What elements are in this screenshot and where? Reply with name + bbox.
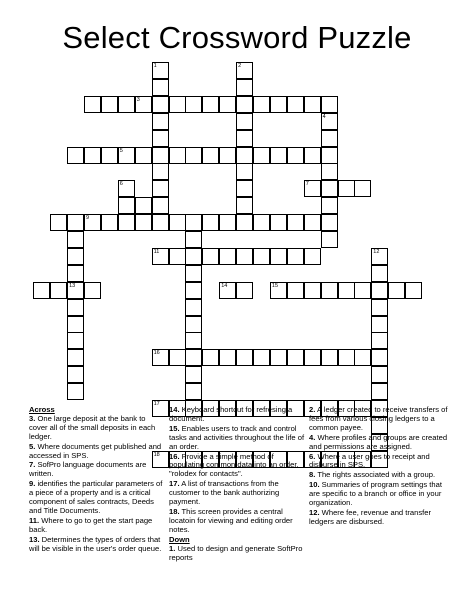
grid-cell[interactable] xyxy=(270,96,287,113)
grid-cell[interactable] xyxy=(304,147,321,164)
grid-cell[interactable] xyxy=(185,366,202,383)
grid-cell[interactable] xyxy=(371,366,388,383)
grid-cell[interactable] xyxy=(354,349,371,366)
grid-cell[interactable] xyxy=(67,366,84,383)
grid-cell[interactable] xyxy=(270,248,287,265)
grid-cell[interactable] xyxy=(67,248,84,265)
grid-cell[interactable] xyxy=(118,197,135,214)
grid-cell[interactable] xyxy=(321,282,338,299)
grid-cell[interactable] xyxy=(219,96,236,113)
grid-cell[interactable] xyxy=(321,197,338,214)
grid-cell[interactable] xyxy=(236,214,253,231)
grid-cell[interactable] xyxy=(236,113,253,130)
grid-cell[interactable] xyxy=(321,349,338,366)
grid-cell[interactable] xyxy=(371,332,388,349)
grid-cell[interactable] xyxy=(169,349,186,366)
grid-cell[interactable] xyxy=(135,96,152,113)
grid-cell[interactable] xyxy=(67,214,84,231)
grid-cell[interactable] xyxy=(270,349,287,366)
clue-number: 9 xyxy=(86,215,90,222)
grid-cell[interactable] xyxy=(202,96,219,113)
clue-item xyxy=(309,434,449,452)
clues-section xyxy=(0,406,474,606)
clue-item xyxy=(169,425,305,452)
grid-cell[interactable] xyxy=(185,214,202,231)
grid-cell[interactable] xyxy=(67,265,84,282)
grid-cell[interactable] xyxy=(321,231,338,248)
clue-number: 18 xyxy=(153,451,160,458)
clue-number: 4 xyxy=(322,113,326,120)
grid-cell[interactable] xyxy=(185,147,202,164)
clue-item-number: 3. xyxy=(29,413,36,423)
grid-cell[interactable] xyxy=(287,214,304,231)
grid-cell[interactable] xyxy=(236,62,253,79)
clue-item-number: 9. xyxy=(29,479,36,489)
clue-item xyxy=(29,415,164,442)
clues-column-3 xyxy=(309,406,449,528)
grid-cell[interactable] xyxy=(388,282,405,299)
clue-item xyxy=(169,480,305,507)
grid-cell[interactable] xyxy=(253,147,270,164)
grid-cell[interactable] xyxy=(287,282,304,299)
grid-cell[interactable] xyxy=(185,265,202,282)
grid-cell[interactable] xyxy=(152,130,169,147)
grid-cell[interactable] xyxy=(253,96,270,113)
clue-number: 14 xyxy=(221,282,228,289)
clue-item-text: Used to design and generate SoftPro reports xyxy=(169,543,303,562)
grid-cell[interactable] xyxy=(236,130,253,147)
grid-cell[interactable] xyxy=(371,316,388,333)
down-clue-list xyxy=(169,545,305,563)
clue-item-number: 8. xyxy=(309,470,316,480)
clue-item-text: Keyboard shortcut for refresing a document. xyxy=(169,405,293,423)
grid-cell[interactable] xyxy=(338,180,355,197)
grid-cell[interactable] xyxy=(101,147,118,164)
grid-cell[interactable] xyxy=(169,96,186,113)
grid-cell[interactable] xyxy=(152,349,169,366)
clue-item-number: 16. xyxy=(169,451,180,461)
grid-cell[interactable] xyxy=(185,96,202,113)
clue-item-text: Determines the types of orders that will be visible in the user's order queue. xyxy=(29,534,162,553)
clue-item xyxy=(309,406,449,433)
clue-item-number: 2. xyxy=(309,405,316,414)
grid-cell[interactable] xyxy=(202,147,219,164)
grid-cell[interactable] xyxy=(321,214,338,231)
grid-cell[interactable] xyxy=(118,214,135,231)
grid-cell[interactable] xyxy=(84,214,101,231)
grid-cell[interactable] xyxy=(219,349,236,366)
grid-cell[interactable] xyxy=(304,96,321,113)
clue-item-text: Where to go to get the start page back. xyxy=(29,515,153,534)
grid-cell[interactable] xyxy=(236,96,253,113)
grid-cell[interactable] xyxy=(67,147,84,164)
grid-cell[interactable] xyxy=(185,299,202,316)
grid-cell[interactable] xyxy=(371,248,388,265)
grid-cell[interactable] xyxy=(270,214,287,231)
clue-number: 3 xyxy=(136,96,140,103)
grid-cell[interactable] xyxy=(152,214,169,231)
clue-item-number: 12. xyxy=(309,507,320,517)
grid-cell[interactable] xyxy=(67,332,84,349)
clue-number: 13 xyxy=(69,282,76,289)
clue-item xyxy=(29,536,164,554)
grid-cell[interactable] xyxy=(371,299,388,316)
grid-cell[interactable] xyxy=(371,383,388,400)
clue-item xyxy=(169,453,305,480)
grid-cell[interactable] xyxy=(185,332,202,349)
grid-cell[interactable] xyxy=(152,62,169,79)
grid-cell[interactable] xyxy=(219,248,236,265)
clue-item-text: Where profiles and groups are created and permissions are assigned. xyxy=(309,432,448,451)
clue-item-number: 11. xyxy=(29,515,40,525)
clue-item-text: Where a user goes to receipt and disburse in SPS. xyxy=(309,451,430,470)
grid-cell[interactable] xyxy=(185,349,202,366)
clue-item-text: Provide a simple method of populating common data into an order. "rolodex for contacts". xyxy=(169,451,299,479)
grid-cell[interactable] xyxy=(33,282,50,299)
grid-cell[interactable] xyxy=(152,163,169,180)
grid-cell[interactable] xyxy=(304,214,321,231)
across-clue-list-continued xyxy=(169,406,305,535)
across-clue-list xyxy=(29,415,164,554)
grid-cell[interactable] xyxy=(169,214,186,231)
grid-cell[interactable] xyxy=(202,214,219,231)
grid-cell[interactable] xyxy=(135,197,152,214)
clue-number: 16 xyxy=(153,350,160,357)
grid-cell[interactable] xyxy=(321,163,338,180)
clues-column-1 xyxy=(29,406,164,555)
grid-cell[interactable] xyxy=(338,349,355,366)
grid-cell[interactable] xyxy=(287,248,304,265)
grid-cell[interactable] xyxy=(185,316,202,333)
grid-cell[interactable] xyxy=(219,147,236,164)
clue-item-number: 14. xyxy=(169,405,180,414)
grid-cell[interactable] xyxy=(304,248,321,265)
grid-cell[interactable] xyxy=(371,349,388,366)
grid-cell[interactable] xyxy=(270,282,287,299)
grid-cell[interactable] xyxy=(67,316,84,333)
clue-number: 12 xyxy=(373,248,380,255)
grid-cell[interactable] xyxy=(50,282,67,299)
grid-cell[interactable] xyxy=(287,349,304,366)
grid-cell[interactable] xyxy=(304,349,321,366)
grid-cell[interactable] xyxy=(236,248,253,265)
grid-cell[interactable] xyxy=(304,180,321,197)
clue-item-number: 5. xyxy=(29,441,36,451)
clue-item-text: The rights associated with a group. xyxy=(315,470,436,480)
clue-item-text: This screen provides a central locatoin for viewing and editing order notes. xyxy=(169,506,293,534)
clue-item-text: A list of transactions from the customer to the bank authorizing payment. xyxy=(169,479,280,507)
grid-cell[interactable] xyxy=(101,96,118,113)
clue-item xyxy=(309,509,449,527)
grid-cell[interactable] xyxy=(185,383,202,400)
clue-number: 17 xyxy=(153,401,160,407)
grid-cell[interactable] xyxy=(253,349,270,366)
grid-cell[interactable] xyxy=(67,349,84,366)
grid-cell[interactable] xyxy=(253,214,270,231)
grid-cell[interactable] xyxy=(118,147,135,164)
grid-cell[interactable] xyxy=(219,214,236,231)
clue-item-text: identifies the particular parameters of a piece of a property and is a critical component of sales contracts, Deeds and Title Documents. xyxy=(29,479,163,515)
grid-cell[interactable] xyxy=(152,96,169,113)
puzzle-title: Select Crossword Puzzle xyxy=(62,20,412,55)
clue-item-text: A ledger created to receive transfers of fees from various closing ledgers to a common payee. xyxy=(309,405,448,432)
grid-cell[interactable] xyxy=(287,96,304,113)
clue-item-text: Where documents get published and accessed in SPS. xyxy=(29,441,162,460)
clue-number: 2 xyxy=(238,63,242,69)
across-heading: Across xyxy=(29,405,55,414)
clue-number: 11 xyxy=(153,248,160,255)
grid-cell[interactable] xyxy=(84,96,101,113)
grid-cell[interactable] xyxy=(371,265,388,282)
grid-cell[interactable] xyxy=(67,299,84,316)
clue-number: 7 xyxy=(305,181,309,188)
clue-item-text: Summaries of program settings that are specific to a branch or office in your organization. xyxy=(309,480,442,508)
grid-cell[interactable] xyxy=(321,180,338,197)
grid-cell[interactable] xyxy=(236,79,253,96)
grid-cell[interactable] xyxy=(354,180,371,197)
clue-item xyxy=(309,453,449,471)
clue-number: 5 xyxy=(119,147,123,154)
clue-item-number: 17. xyxy=(169,479,180,489)
grid-cell[interactable] xyxy=(202,349,219,366)
clue-number: 15 xyxy=(271,282,279,289)
clue-item-number: 1. xyxy=(169,543,176,553)
down-clue-list-continued xyxy=(309,406,449,527)
grid-cell[interactable] xyxy=(152,197,169,214)
grid-cell[interactable] xyxy=(287,147,304,164)
clue-item xyxy=(29,517,164,535)
clue-item-number: 10. xyxy=(309,480,320,490)
clue-item xyxy=(309,481,449,508)
grid-cell[interactable] xyxy=(84,147,101,164)
clue-item-number: 7. xyxy=(29,460,36,470)
grid-cell[interactable] xyxy=(219,282,236,299)
grid-cell[interactable] xyxy=(84,282,101,299)
grid-cell[interactable] xyxy=(185,231,202,248)
clue-item-number: 4. xyxy=(309,432,316,442)
grid-cell[interactable] xyxy=(236,197,253,214)
grid-cell[interactable] xyxy=(405,282,422,299)
grid-cell[interactable] xyxy=(67,282,84,299)
grid-cell[interactable] xyxy=(152,147,169,164)
clue-item xyxy=(29,480,164,516)
clue-item-number: 6. xyxy=(309,451,316,461)
grid-cell[interactable] xyxy=(321,113,338,130)
clue-item xyxy=(169,508,305,535)
grid-cell[interactable] xyxy=(236,282,253,299)
clue-item xyxy=(29,461,164,479)
grid-cell[interactable] xyxy=(354,282,371,299)
clue-number: 6 xyxy=(119,181,123,188)
grid-cell[interactable] xyxy=(152,180,169,197)
clue-item-text: Enables users to track and control tasks and activities throughout the life of an order. xyxy=(169,423,305,451)
grid-cell[interactable] xyxy=(135,214,152,231)
grid-cell[interactable] xyxy=(321,147,338,164)
grid-cell[interactable] xyxy=(67,383,84,400)
down-heading: Down xyxy=(169,534,190,544)
grid-cell[interactable] xyxy=(236,180,253,197)
grid-cell[interactable] xyxy=(236,163,253,180)
grid-cell[interactable] xyxy=(50,214,67,231)
clues-column-2 xyxy=(169,406,305,563)
clue-item-number: 18. xyxy=(169,506,180,516)
clue-item-number: 15. xyxy=(169,423,180,433)
grid-cell[interactable] xyxy=(321,96,338,113)
clue-item-text: Where fee, revenue and transfer ledgers are disbursed. xyxy=(309,507,431,526)
clue-number: 1 xyxy=(153,63,157,69)
grid-cell[interactable] xyxy=(253,248,270,265)
clue-item-text: One large deposit at the bank to cover all of the small deposits in each ledger. xyxy=(29,413,156,441)
grid-cell[interactable] xyxy=(152,79,169,96)
clue-item xyxy=(169,545,305,563)
grid-cell[interactable] xyxy=(118,96,135,113)
grid-cell[interactable] xyxy=(118,180,135,197)
grid-cell[interactable] xyxy=(185,248,202,265)
grid-cell[interactable] xyxy=(101,214,118,231)
grid-cell[interactable] xyxy=(236,147,253,164)
grid-cell[interactable] xyxy=(135,147,152,164)
grid-cell[interactable] xyxy=(67,231,84,248)
grid-cell[interactable] xyxy=(169,248,186,265)
grid-cell[interactable] xyxy=(338,282,355,299)
grid-cell[interactable] xyxy=(321,130,338,147)
grid-cell[interactable] xyxy=(304,282,321,299)
grid-cell[interactable] xyxy=(169,147,186,164)
grid-cell[interactable] xyxy=(152,248,169,265)
clue-item-number: 13. xyxy=(29,534,40,544)
grid-cell[interactable] xyxy=(152,113,169,130)
grid-cell[interactable] xyxy=(371,282,388,299)
grid-cell[interactable] xyxy=(236,349,253,366)
clue-item xyxy=(169,406,305,424)
grid-cell[interactable] xyxy=(202,248,219,265)
clue-item xyxy=(309,471,449,480)
grid-cell[interactable] xyxy=(185,282,202,299)
grid-cell[interactable] xyxy=(270,147,287,164)
clue-item xyxy=(29,443,164,461)
clue-item-text: SofPro language documents are written. xyxy=(29,460,147,479)
